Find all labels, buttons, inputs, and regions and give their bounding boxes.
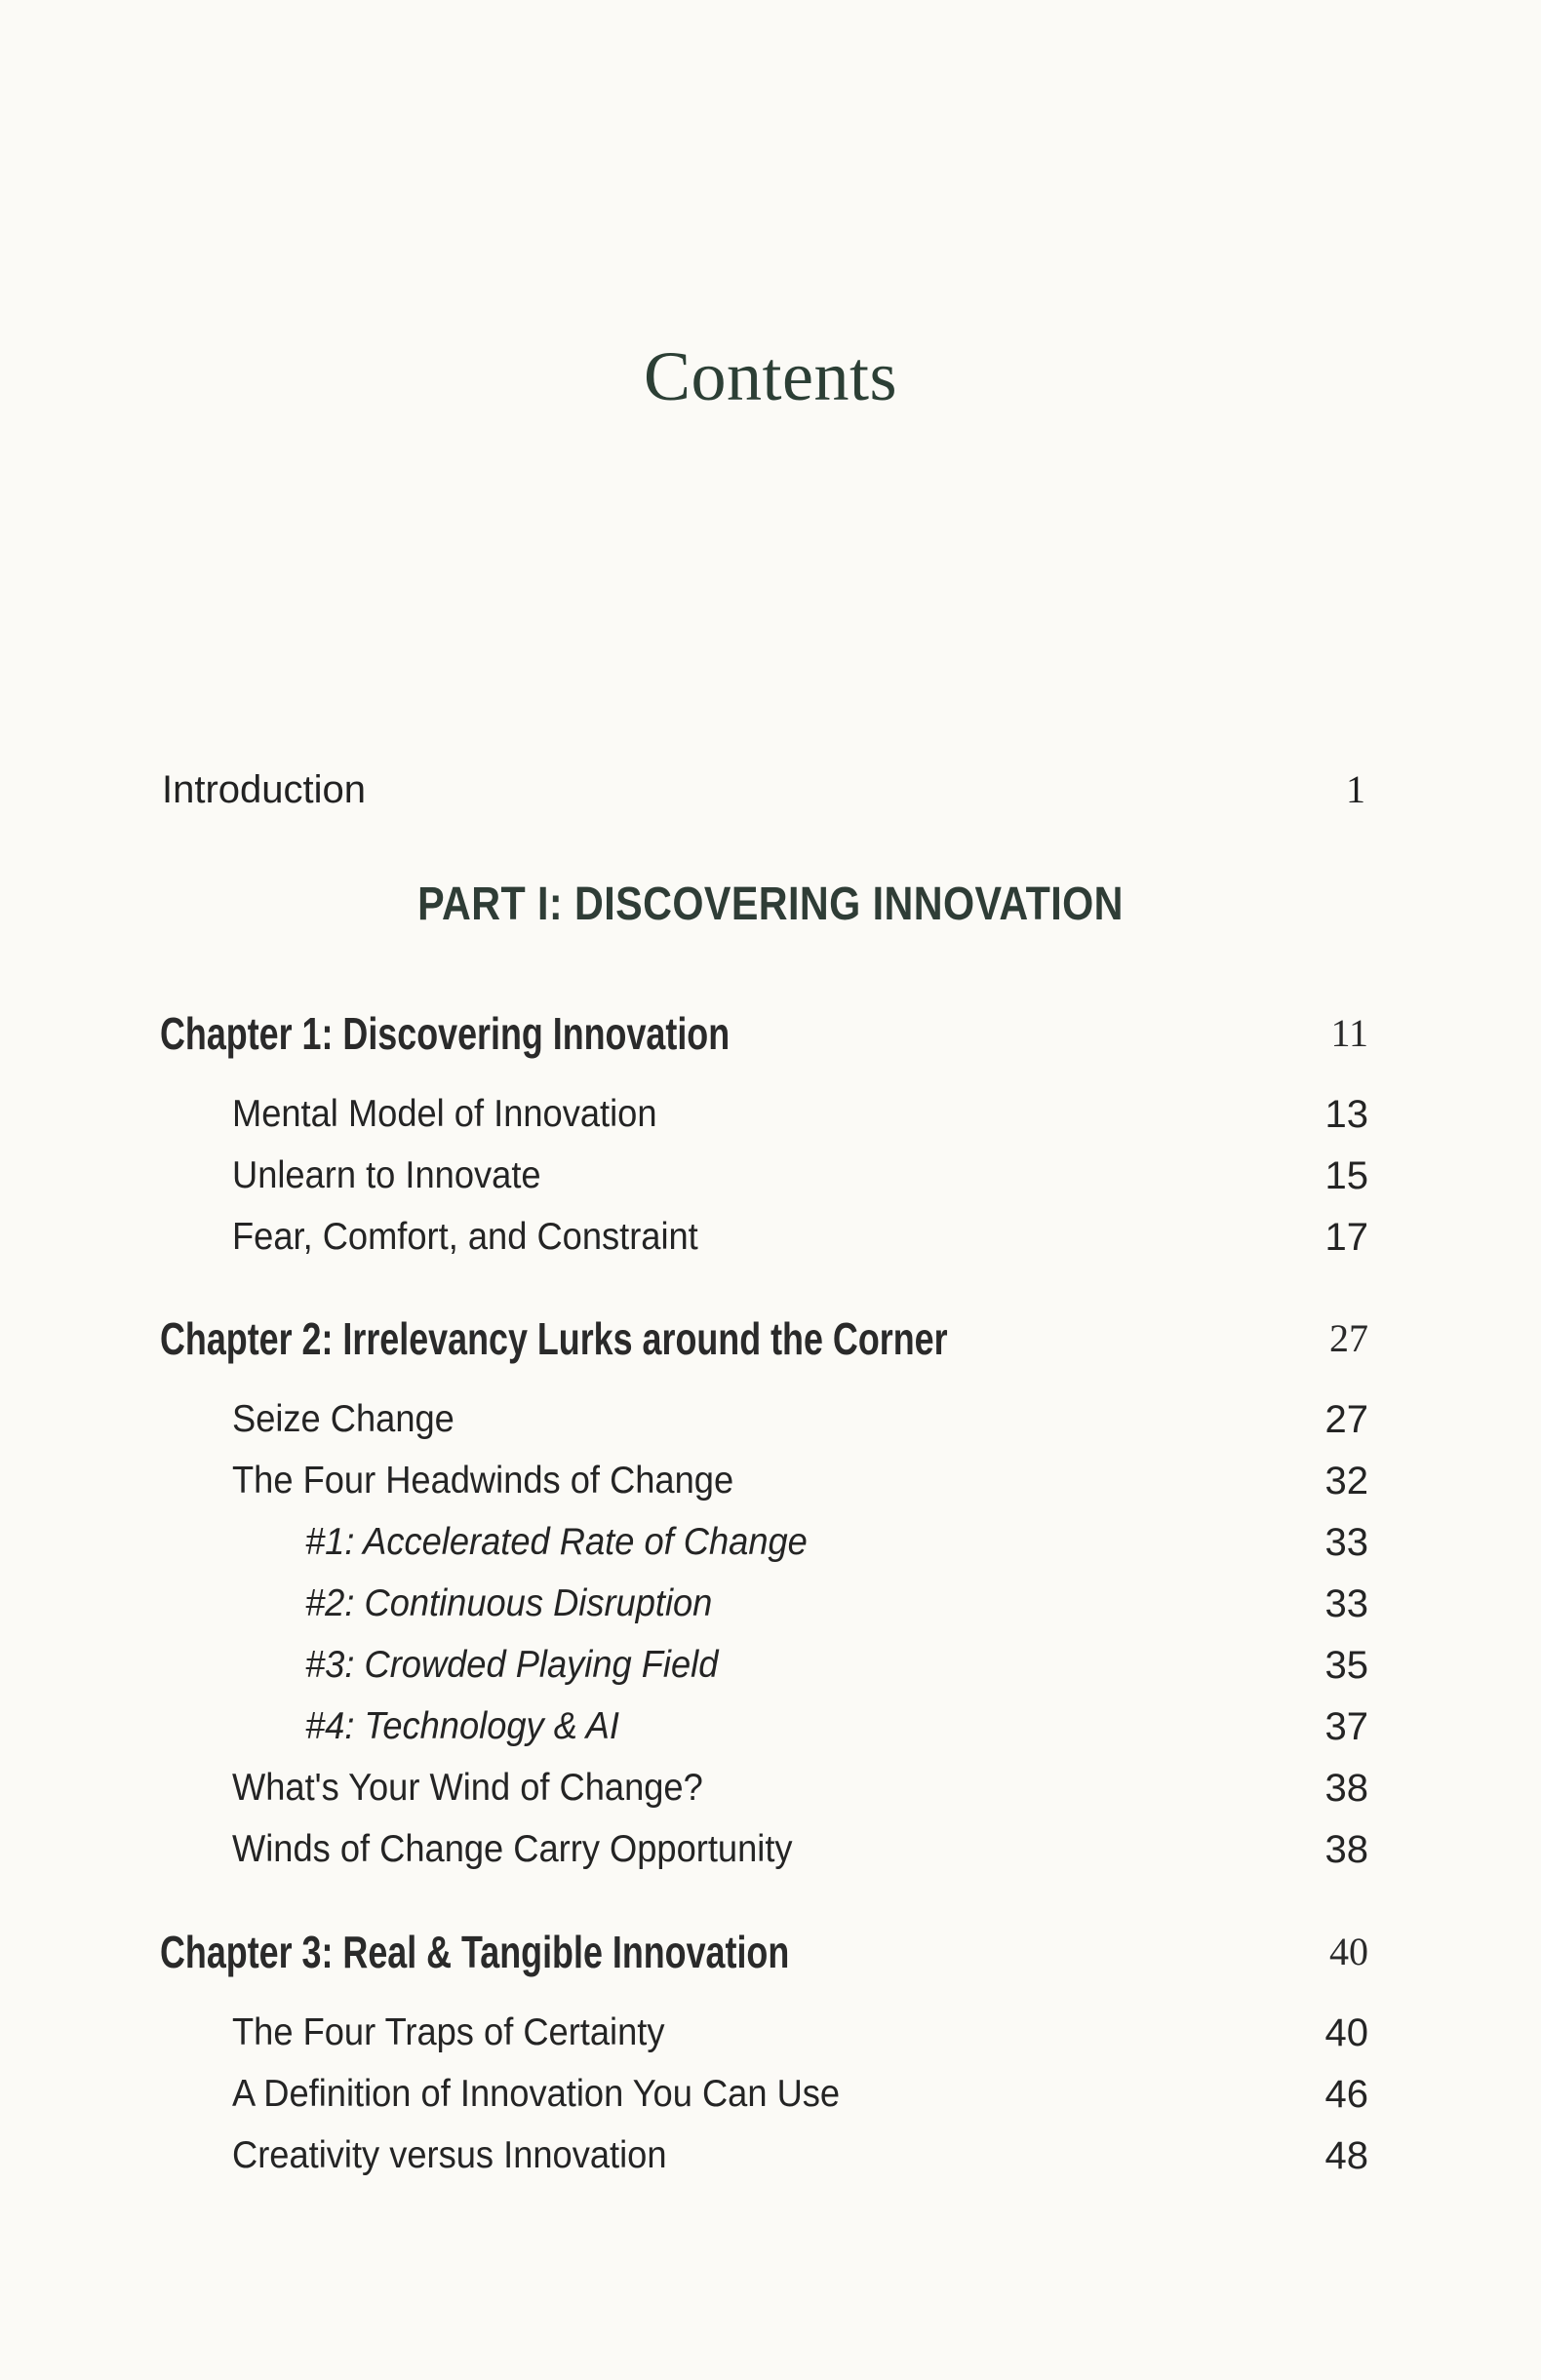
toc-page-number: 17 <box>1324 1216 1368 1259</box>
part-heading: PART I: DISCOVERING INNOVATION <box>417 878 1124 930</box>
section-title: Mental Model of Innovation <box>232 1093 657 1135</box>
subsection-title: #1: Accelerated Rate of Change <box>305 1521 808 1563</box>
section-title: Winds of Change Carry Opportunity <box>232 1828 793 1870</box>
toc-section[interactable] <box>0 1208 1541 1267</box>
toc-section[interactable] <box>0 1820 1541 1879</box>
section-title: The Four Traps of Certainty <box>232 2011 665 2053</box>
toc-chapter-2[interactable] <box>0 1309 1541 1368</box>
chapter-title: Chapter 3: Real & Tangible Innovation <box>160 1927 790 1977</box>
section-title: A Definition of Innovation You Can Use <box>232 2073 841 2115</box>
toc-section[interactable] <box>0 1147 1541 1205</box>
toc-page-number: 48 <box>1324 2134 1368 2177</box>
section-title: Fear, Comfort, and Constraint <box>232 1216 698 1258</box>
toc-page-number: 27 <box>1329 1316 1368 1360</box>
section-title: Unlearn to Innovate <box>232 1154 541 1196</box>
toc-chapter-3[interactable] <box>0 1923 1541 1981</box>
toc-section[interactable] <box>0 1452 1541 1510</box>
toc-page-number: 13 <box>1324 1093 1368 1136</box>
toc-subsection[interactable] <box>0 1575 1541 1633</box>
toc-section[interactable] <box>0 1085 1541 1144</box>
section-title: Creativity versus Innovation <box>232 2134 667 2176</box>
section-title: What's Your Wind of Change? <box>232 1767 703 1809</box>
page-title: Contents <box>643 337 897 415</box>
toc-page-number: 33 <box>1324 1521 1368 1564</box>
toc-entry-label: Introduction <box>162 768 367 811</box>
chapter-title: Chapter 1: Discovering Innovation <box>160 1008 731 1059</box>
toc-section[interactable] <box>0 1759 1541 1817</box>
subsection-title: #2: Continuous Disruption <box>305 1582 713 1624</box>
toc-section[interactable] <box>0 1390 1541 1449</box>
toc-page-number: 40 <box>1324 2011 1368 2054</box>
subsection-title: #3: Crowded Playing Field <box>305 1644 719 1686</box>
toc-page-number: 33 <box>1324 1582 1368 1625</box>
toc-subsection[interactable] <box>0 1697 1541 1756</box>
toc-page-number: 27 <box>1324 1398 1368 1441</box>
toc-page-number: 37 <box>1324 1705 1368 1748</box>
toc-page-number: 38 <box>1324 1828 1368 1871</box>
section-title: Seize Change <box>232 1398 454 1440</box>
toc-chapter-1[interactable] <box>0 1004 1541 1063</box>
toc-page-number: 11 <box>1330 1011 1368 1055</box>
toc-section[interactable] <box>0 2004 1541 2062</box>
toc-subsection[interactable] <box>0 1636 1541 1695</box>
toc-page-number: 38 <box>1324 1767 1368 1810</box>
chapter-title: Chapter 2: Irrelevancy Lurks around the Corner <box>160 1313 948 1364</box>
toc-page-number: 46 <box>1324 2073 1368 2116</box>
toc-page-number: 1 <box>1346 767 1365 811</box>
toc-entry-introduction[interactable] <box>0 761 1541 819</box>
toc-section[interactable] <box>0 2126 1541 2185</box>
toc-page-number: 35 <box>1324 1644 1368 1687</box>
toc-page-number: 40 <box>1329 1930 1368 1973</box>
toc-section[interactable] <box>0 2065 1541 2124</box>
toc-page-number: 32 <box>1324 1460 1368 1502</box>
toc-subsection[interactable] <box>0 1513 1541 1572</box>
subsection-title: #4: Technology & AI <box>305 1705 619 1747</box>
section-title: The Four Headwinds of Change <box>232 1460 734 1502</box>
toc-page-number: 15 <box>1324 1154 1368 1197</box>
